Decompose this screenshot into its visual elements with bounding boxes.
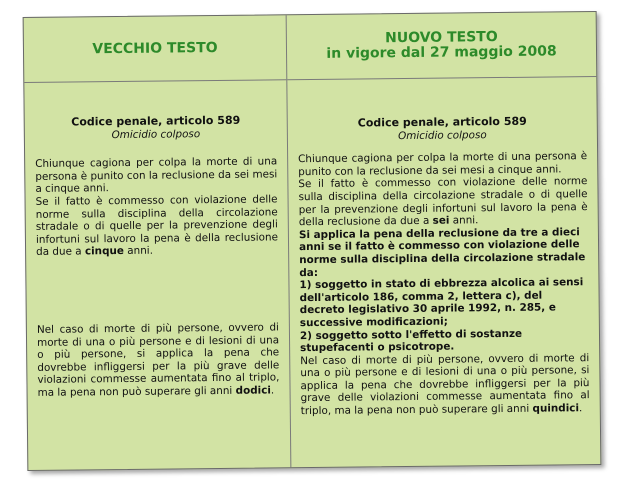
- new-list-item-2: 2) soggetto sotto l'effetto di sostanze stupefacenti o psicotrope.: [299, 327, 523, 355]
- new-text-header: [287, 12, 597, 80]
- old-article-subtitle: Omicidio colposo: [111, 127, 201, 141]
- new-paragraph-4-emphasis: quindici: [532, 402, 580, 415]
- old-paragraph-3-text: Nel caso di morte di più persone, ovvero di morte di una o più persone e di lesioni di una o più persone, si applica la pena che dovrebbe infliggersi per la più grave delle violazioni commesse aumentata fino al triplo, ma la pena non può superare gli anni: [36, 321, 280, 399]
- new-text-column: [287, 12, 601, 467]
- new-text-body: [287, 77, 600, 418]
- old-text-body: [24, 80, 288, 399]
- new-list-item-1: 1) soggetto in stato di ebbrezza alcolica ai sensi dell'articolo 186, comma 2, lettera c), del decreto legislativo 30 aprile 1992, n. 285, e successive modificazioni;: [299, 276, 584, 330]
- comparison-table: [23, 11, 602, 471]
- new-paragraph-4-end: .: [578, 402, 583, 415]
- new-paragraph-1: Chiunque cagiona per colpa la morte di una persona è punito con la reclusione da sei mesi a cinque anni.: [298, 150, 588, 178]
- new-text-header-line1: NUOVO TESTO: [384, 29, 498, 47]
- new-paragraph-2: [298, 175, 588, 228]
- old-article-title: Codice penale, articolo 589: [71, 113, 241, 129]
- new-paragraph-4-text: Nel caso di morte di più persone, ovvero di morte di una o più persone e di lesioni di una o più persone, si applica la pena che dovrebbe infliggersi per la più grave delle violazioni commesse aumentata fino al triplo, ma la pena non può superare gli anni: [300, 351, 590, 418]
- new-article-title: Codice penale, articolo 589: [357, 114, 527, 130]
- new-paragraph-2-text: Se il fatto è commesso con violazione delle norme sulla disciplina della circolazione stradale o di quelle per la prevenzione degli infortuni sul lavoro la pena è della reclusione da due a: [298, 175, 588, 229]
- old-paragraph-3-end: .: [270, 384, 275, 397]
- old-paragraph-2-end: anni.: [123, 245, 154, 258]
- old-paragraph-3-emphasis: dodici: [235, 384, 271, 397]
- new-text-header-line2: in vigore dal 27 maggio 2008: [326, 43, 557, 62]
- old-paragraph-3: [37, 321, 280, 399]
- new-paragraph-4: [300, 352, 590, 418]
- old-paragraph-1: Chiunque cagiona per colpa la morte di una persona è punito con la reclusione da sei mesi a cinque anni.: [35, 155, 278, 196]
- old-text-header: [24, 15, 287, 83]
- old-text-column: [24, 15, 292, 470]
- old-paragraph-2-text: Se il fatto è commesso con violazione delle norme sulla disciplina della circolazione stradale o di quelle per la prevenzione degli infortuni sul lavoro la pena è della reclusione da due a: [35, 193, 279, 259]
- old-paragraph-2-emphasis: cinque: [84, 245, 125, 258]
- old-paragraph-2: [36, 193, 279, 258]
- new-article-subtitle: Omicidio colposo: [398, 128, 487, 142]
- new-paragraph-2-emphasis: sei: [432, 214, 450, 227]
- new-paragraph-3: Si applica la pena della reclusione da tre a dieci anni se il fatto è commesso con violazione delle norme sulla disciplina della circolazione stradale da:: [298, 225, 586, 279]
- new-paragraph-2-end: anni.: [449, 214, 479, 227]
- old-text-header-label: VECCHIO TESTO: [92, 39, 218, 57]
